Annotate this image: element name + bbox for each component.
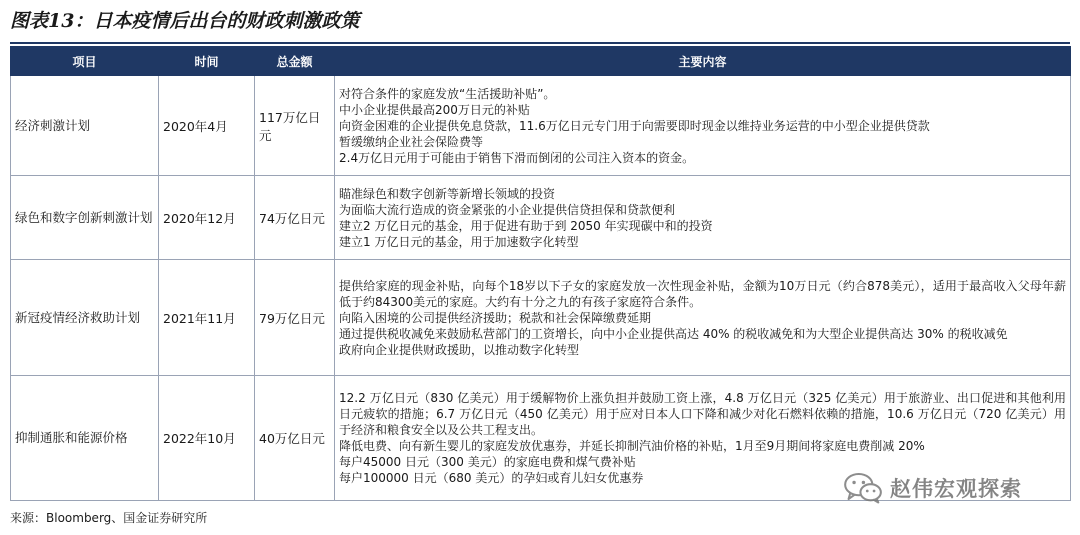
- header-amount: 总金额: [255, 47, 335, 76]
- figure-title: 图表13：日本疫情后出台的财政刺激政策: [10, 10, 360, 32]
- table-row: [11, 176, 1071, 260]
- content-line: 建立1 万亿日元的基金，用于加速数字化转型: [339, 234, 579, 249]
- row-time: 2020年4月: [159, 76, 255, 176]
- row-item-name: 绿色和数字创新刺激计划: [11, 176, 159, 260]
- content-line: 降低电费、向有新生婴儿的家庭发放优惠券，并延长抑制汽油价格的补贴，1月至9月期间将家庭电费削减 20%: [339, 439, 925, 453]
- row-content: [335, 260, 1071, 376]
- content-line: 中小企业提供最高200万日元的补贴: [339, 102, 530, 117]
- content-line: 每户100000 日元（680 美元）的孕妇或育儿妇女优惠券: [339, 471, 644, 485]
- row-content: [335, 176, 1071, 260]
- row-amount: 117万亿日元: [255, 76, 335, 176]
- table-header-row: [11, 47, 1071, 76]
- row-item-name: 新冠疫情经济救助计划: [11, 260, 159, 376]
- content-line: 为面临大流行造成的资金紧张的小企业提供信贷担保和贷款便利: [339, 202, 676, 217]
- content-line: 向资金困难的企业提供免息贷款，11.6万亿日元专门用于向需要即时现金以维持业务运营的中小型企业提供贷款: [339, 118, 930, 133]
- header-content: 主要内容: [335, 47, 1071, 76]
- content-line: 暂缓缴纳企业社会保险费等: [339, 134, 484, 149]
- content-line: 政府向企业提供财政援助，以推动数字化转型: [339, 342, 580, 357]
- content-line: 建立2 万亿日元的基金，用于促进有助于到 2050 年实现碳中和的投资: [339, 218, 713, 233]
- content-line: 瞄准绿色和数字创新等新增长领域的投资: [339, 186, 556, 201]
- content-line: 2.4万亿日元用于可能由于销售下滑而倒闭的公司注入资本的资金。: [339, 150, 695, 165]
- wechat-icon: [842, 471, 884, 505]
- content-line: 12.2 万亿日元（830 亿美元）用于缓解物价上涨负担并鼓励工资上涨，4.8 万亿日元（325 亿美元）用于旅游业、出口促进和其他利用日元疲软的措施；6.7 万亿日元（450 亿美元）用于应对日本人口下降和减少对化石燃料依赖的措施，10.6 万亿日元（720 亿美元）用于经济和粮食安全以及公共工程支出。: [339, 391, 1066, 437]
- header-item: 项目: [11, 47, 159, 76]
- row-amount: 74万亿日元: [255, 176, 335, 260]
- row-amount: 79万亿日元: [255, 260, 335, 376]
- content-line: 提供给家庭的现金补贴，向每个18岁以下子女的家庭发放一次性现金补贴，金额为10万日元（约合878美元），适用于最高收入父母年薪低于约84300美元的家庭。大约有十分之九的有孩子家庭符合条件。: [339, 278, 1066, 309]
- row-time: 2020年12月: [159, 176, 255, 260]
- policy-table: [10, 46, 1071, 501]
- title-divider: [10, 42, 1070, 44]
- content-line: 向陷入困境的公司提供经济援助；税款和社会保障缴费延期: [339, 310, 652, 325]
- source-note: 来源：Bloomberg、国金证券研究所: [10, 511, 208, 525]
- row-time: 2022年10月: [159, 376, 255, 501]
- watermark: [842, 468, 1072, 508]
- row-item-name: 抑制通胀和能源价格: [11, 376, 159, 501]
- table-row: [11, 260, 1071, 376]
- header-time: 时间: [159, 47, 255, 76]
- row-content: [335, 76, 1071, 176]
- content-line: 通过提供税收减免来鼓励私营部门的工资增长，向中小企业提供高达 40% 的税收减免和为大型企业提供高达 30% 的税收减免: [339, 326, 1008, 341]
- table-row: [11, 76, 1071, 176]
- content-line: 对符合条件的家庭发放“生活援助补贴”。: [339, 86, 556, 101]
- row-time: 2021年11月: [159, 260, 255, 376]
- row-amount: 40万亿日元: [255, 376, 335, 501]
- watermark-text: 赵伟宏观探索: [890, 477, 1022, 501]
- row-item-name: 经济刺激计划: [11, 76, 159, 176]
- content-line: 每户45000 日元（300 美元）的家庭电费和煤气费补贴: [339, 455, 636, 469]
